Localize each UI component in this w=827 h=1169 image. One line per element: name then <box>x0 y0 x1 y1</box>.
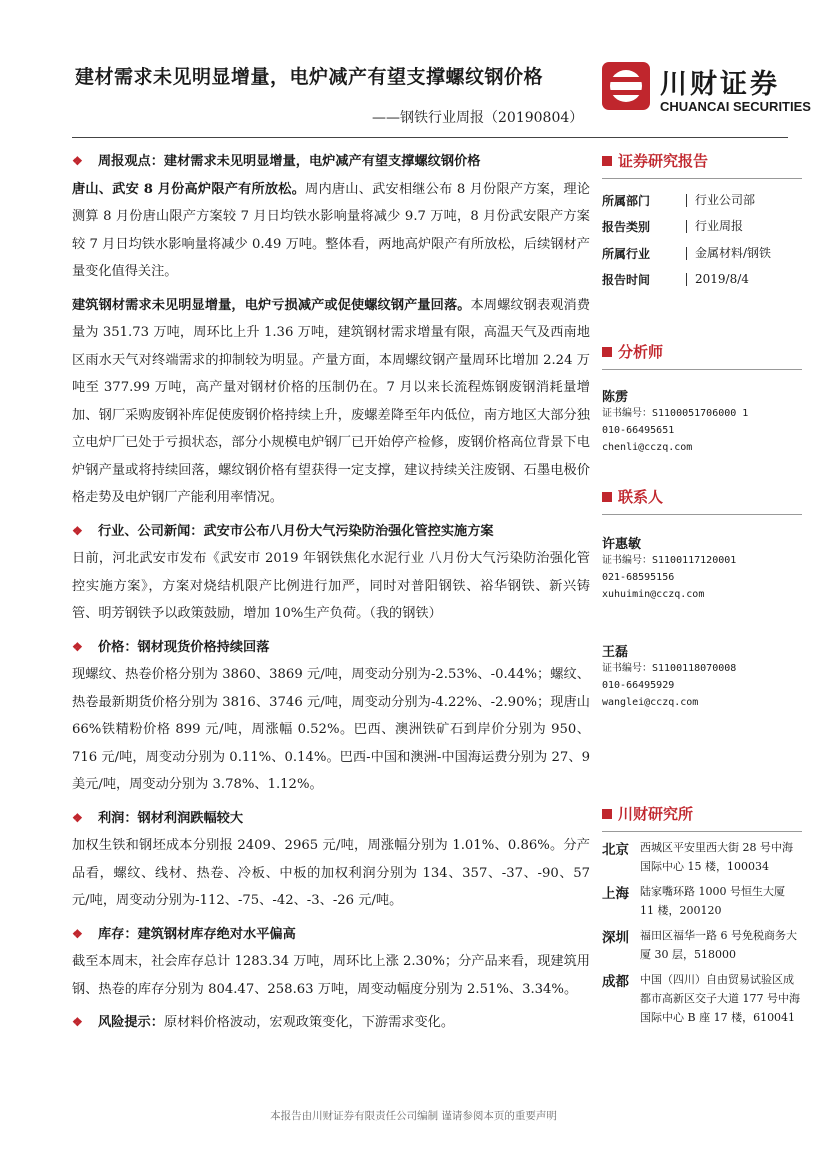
section-heading: ❖ 利润：钢材利润跌幅较大 <box>72 805 590 833</box>
sidebar-heading: 川财研究所 <box>602 803 802 824</box>
header-divider <box>72 137 788 138</box>
main-content <box>72 148 590 1037</box>
meta-row: 报告类别 行业周报 <box>602 219 744 235</box>
diamond-bullet-icon: ❖ <box>72 639 83 654</box>
paragraph: 唐山、武安 8 月份高炉限产有所放松。周内唐山、武安相继公布 8 月份限产方案，理论测算 8 月份唐山限产方案较 7 月日均铁水影响量将减少 9.7 万吨，8 月份武安限产方案较 7 月日均铁水影响量将减少 0.49 万吨。整体看，两地高炉限产有所放松，后续钢材产量变化值得关注。 <box>72 181 590 279</box>
office-address: 北京 西城区平安里西大街 28 号中海国际中心 15 楼，100034 <box>602 841 793 873</box>
paragraph-lead: 唐山、武安 8 月份高炉限产有所放松。 <box>72 181 306 197</box>
diamond-bullet-icon: ❖ <box>72 1015 83 1029</box>
footer-disclaimer: 本报告由川财证券有限责任公司编制 谨请参阅本页的重要声明 <box>270 1110 557 1122</box>
section-heading: ❖ 风险提示： 原材料价格波动，宏观政策变化，下游需求变化。 <box>72 1009 590 1037</box>
meta-row: 所属行业 金属材料/钢铁 <box>602 245 772 261</box>
logo-mark <box>602 62 650 110</box>
square-bullet-icon <box>602 809 612 819</box>
section-heading: ❖ 行业、公司新闻：武安市公布八月份大气污染防治强化管控实施方案 <box>72 518 590 546</box>
section-heading: ❖ 库存：建筑钢材库存绝对水平偏高 <box>72 921 590 949</box>
paragraph: 截至本周末，社会库存总计 1283.34 万吨，周环比上涨 2.30%；分产品来看，现建筑用钢、热卷的库存分别为 804.47、258.63 万吨，周变动幅度分别为 2.51%、3.34%。 <box>72 954 590 997</box>
sidebar-heading: 证券研究报告 <box>602 150 802 171</box>
sidebar <box>602 150 802 1027</box>
diamond-bullet-icon: ❖ <box>72 154 83 168</box>
diamond-bullet-icon: ❖ <box>72 926 83 941</box>
diamond-bullet-icon: ❖ <box>72 810 83 825</box>
paragraph: 建筑钢材需求未见明显增量，电炉亏损减产或促使螺纹钢产量回落。本周螺纹钢表观消费量为 351.73 万吨，周环比上升 1.36 万吨，建筑钢材需求增量有限，高温天气及西南地区雨水天气对终端需求的抑制较为明显。产量方面，本周螺纹钢产量周环比增加 2.24 万吨至 377.99 万吨，高产量对钢材价格的压制仍在。7 月以来长流程炼钢废钢消耗量增加、钢厂采购废钢补库促使废钢价格持续上升，废螺差降至年内低位，南方地区大部分独立电炉厂已处于亏损状态，部分小规模电炉钢厂已开始停产检修，废钢价格高位背景下电炉钢产量或将持续回落，螺纹钢价格有望获得一定支撑，建议持续关注废钢、石墨电极价格走势及电炉钢厂产能利用率情况。 <box>72 297 591 505</box>
report-subtitle: ——钢铁行业周报（20190804） <box>372 110 584 126</box>
meta-row: 报告时间 2019/8/4 <box>602 272 749 288</box>
section-heading: ❖ 价格：钢材现货价格持续回落 <box>72 634 590 662</box>
office-address: 上海 陆家嘴环路 1000 号恒生大厦 11 楼，200120 <box>602 885 785 917</box>
logo-name-cn: 川财证券 <box>660 69 780 100</box>
paragraph: 日前，河北武安市发布《武安市 2019 年钢铁焦化水泥行业 八月份大气污染防治强化管控实施方案》，方案对烧结机限产比例进行加严，同时对普阳钢铁、裕华钢铁、新兴铸管、明芳钢铁予以政策鼓励，增加 10%生产负荷。（我的钢铁） <box>72 551 590 621</box>
office-address: 成都 中国（四川）自由贸易试验区成都市高新区交子大道 177 号中海国际中心 B 座 17 楼，610041 <box>602 973 800 1024</box>
logo-name-en: CHUANCAI SECURITIES <box>660 99 811 114</box>
square-bullet-icon <box>602 347 612 357</box>
analyst-card: 陈雳 证书编号：S1100051706000 1 010-66495651 chenli@cczq.com <box>602 390 749 453</box>
report-title: 建材需求未见明显增量，电炉减产有望支撑螺纹钢价格 <box>75 66 544 88</box>
square-bullet-icon <box>602 156 612 166</box>
diamond-bullet-icon: ❖ <box>72 523 83 538</box>
contact-card: 许惠敏 证书编号：S1100117120001 021-68595156 xuhuimin@cczq.com <box>602 537 737 600</box>
section-heading: ❖ 周报观点：建材需求未见明显增量，电炉减产有望支撑螺纹钢价格 <box>72 148 590 176</box>
sidebar-heading: 分析师 <box>602 341 802 362</box>
paragraph: 现螺纹、热卷价格分别为 3860、3869 元/吨，周变动分别为-2.53%、-0.44%；螺纹、热卷最新期货价格分别为 3816、3746 元/吨，周变动分别为-4.22%、-2.90%；现唐山 66%铁精粉价格 899 元/吨，周涨幅 0.52%。巴西、澳洲铁矿石到岸价分别为 950、716 元/吨，周变动分别为 0.11%、0.14%。巴西-中国和澳洲-中国海运费分别为 27、9 美元/吨，周变动分别为 3.78%、1.12%。 <box>72 667 590 792</box>
office-address: 深圳 福田区福华一路 6 号免税商务大厦 30 层，518000 <box>602 929 797 961</box>
paragraph: 加权生铁和钢坯成本分别报 2409、2965 元/吨，周涨幅分别为 1.01%、0.86%。分产品看，螺纹、线材、热卷、冷板、中板的加权利润分别为 134、357、-37、-90、57 元/吨，周变动分别为-112、-75、-42、-3、-26 元/吨。 <box>72 838 590 908</box>
paragraph-lead: 建筑钢材需求未见明显增量，电炉亏损减产或促使螺纹钢产量回落。 <box>72 297 471 313</box>
contact-card: 王磊 证书编号：S1100118070008 010-66495929 wanglei@cczq.com <box>602 645 737 708</box>
meta-row: 所属部门 行业公司部 <box>602 192 756 208</box>
square-bullet-icon <box>602 492 612 502</box>
sidebar-heading: 联系人 <box>602 486 802 507</box>
